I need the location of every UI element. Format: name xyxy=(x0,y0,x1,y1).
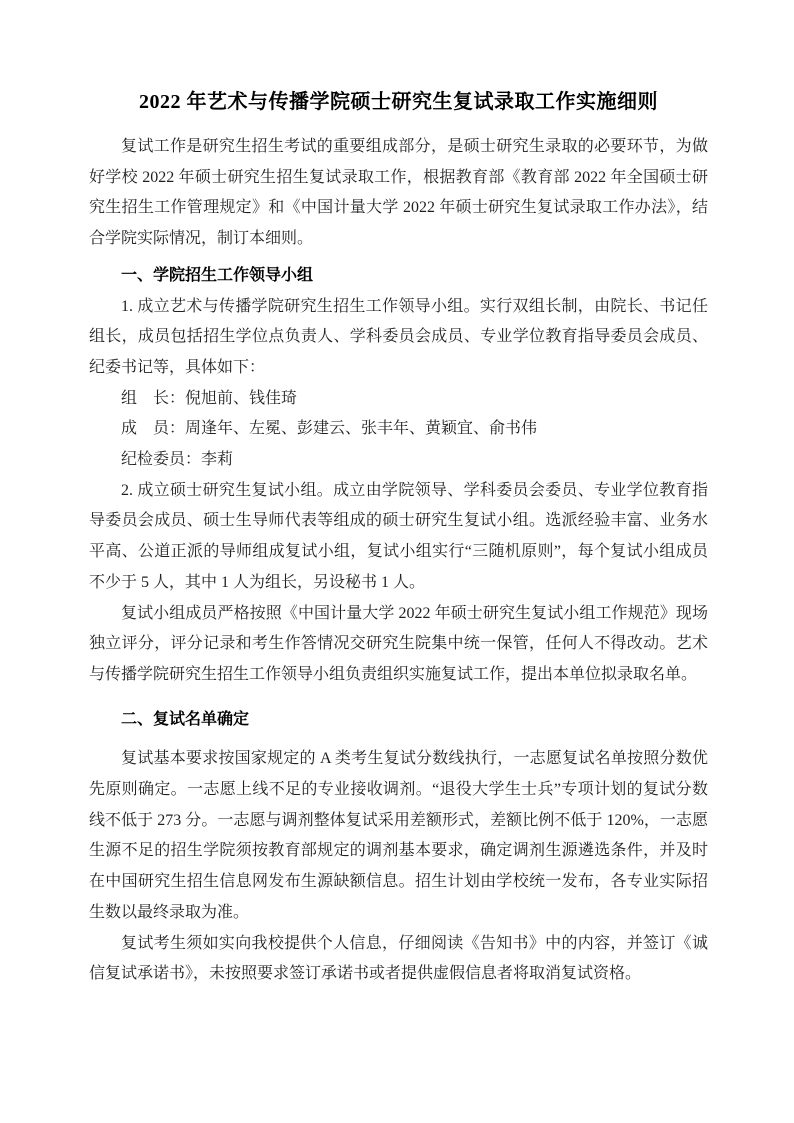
section1-paragraph-review-rules: 复试小组成员严格按照《中国计量大学 2022 年硕士研究生复试小组工作规范》现场独立评分，评分记录和考生作答情况交研究生院集中统一保管，任何人不得改动。艺术与传播学院研究生招生工作领导小组负责组织实施复试工作，提出本单位拟录取名单。 xyxy=(89,604,708,683)
section1-paragraph-review-group: 2. 成立硕士研究生复试小组。成立由学院领导、学科委员会委员、专业学位教育指导委员会成员、硕士生导师代表等组成的硕士研究生复试小组。选派经验丰富、业务水平高、公道正派的导师组成复试小组，复试小组实行“三随机原则”，每个复试小组成员不少于 5 人，其中 1 人为组长，另设秘书 1 人。 xyxy=(89,481,708,591)
section1-heading: 一、学院招生工作领导小组 xyxy=(121,266,314,284)
intro-paragraph: 复试工作是研究生招生考试的重要组成部分，是硕士研究生录取的必要环节，为做好学校 2022 年硕士研究生招生复试录取工作，根据教育部《教育部 2022 年全国硕士研究生招生工作管理规定》和《中国计量大学 2022 年硕士研究生复试录取工作办法》，结合学院实际情况，制订本细则。 xyxy=(89,138,708,248)
group-members-line: 成 员：周逢年、左冕、彭建云、张丰年、黄颖宜、俞书伟 xyxy=(121,420,538,438)
section2-heading: 二、复试名单确定 xyxy=(121,710,250,728)
document-title: 2022 年艺术与传播学院硕士研究生复试录取工作实施细则 xyxy=(139,91,658,113)
section1-paragraph-leading-group: 1. 成立艺术与传播学院研究生招生工作领导小组。实行双组长制，由院长、书记任组长，成员包括招生学位点负责人、学科委员会成员、专业学位教育指导委员会成员、纪委书记等，具体如下： xyxy=(89,297,708,376)
discipline-inspector-line: 纪检委员：李莉 xyxy=(121,451,234,469)
section2-paragraph-commitment: 复试考生须如实向我校提供个人信息，仔细阅读《告知书》中的内容，并签订《诚信复试承诺书》，未按照要求签订承诺书或者提供虚假信息者将取消复试资格。 xyxy=(89,934,708,983)
section2-paragraph-requirements: 复试基本要求按国家规定的 A 类考生复试分数线执行，一志愿复试名单按照分数优先原则确定。一志愿上线不足的专业接收调剂。“退役大学生士兵”专项计划的复试分数线不低于 273 分。一志愿与调剂整体复试采用差额形式，差额比例不低于 120%，一志愿生源不足的招生学院须按教育部规定的调剂基本要求，确定调剂生源遴选条件，并及时在中国研究生招生信息网发布生源缺额信息。招生计划由学校统一发布，各专业实际招生数以最终录取为准。 xyxy=(89,750,708,921)
group-leader-line: 组 长：倪旭前、钱佳琦 xyxy=(121,389,298,407)
